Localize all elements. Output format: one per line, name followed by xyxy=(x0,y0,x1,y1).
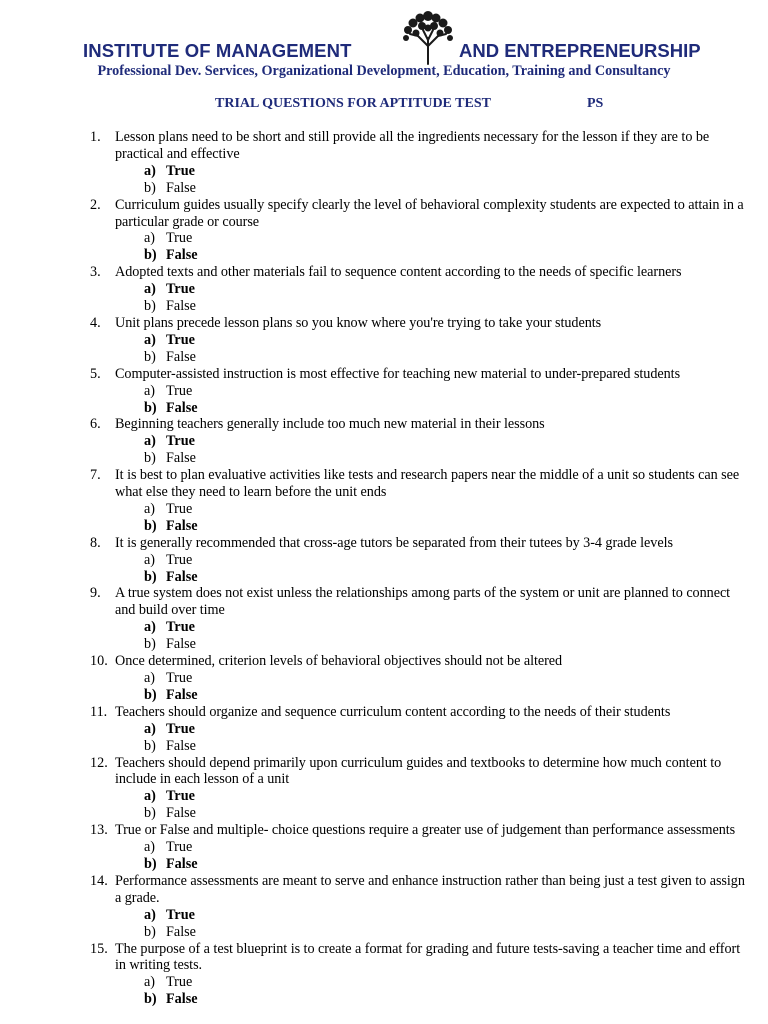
question-text: Once determined, criterion levels of behavioral objectives should not be altered xyxy=(115,653,563,670)
answer-option xyxy=(144,670,768,687)
option-label: a) xyxy=(144,839,156,856)
question-number: 13. xyxy=(90,822,108,839)
option-text: True xyxy=(166,230,193,247)
org-name-right: AND ENTREPRENEURSHIP xyxy=(459,40,701,61)
option-text: True xyxy=(166,670,193,686)
option-label: a) xyxy=(144,162,156,179)
question-number: 6. xyxy=(90,416,101,433)
answer-option-correct xyxy=(144,247,768,264)
option-label: b) xyxy=(144,923,156,940)
option-text: False xyxy=(166,247,198,264)
question-text: The purpose of a test blueprint is to create a format for grading and future tests-saving a teacher time and effort in writing tests. xyxy=(115,940,741,974)
option-text: False xyxy=(166,686,198,703)
option-label: b) xyxy=(144,737,156,754)
question-item xyxy=(0,704,768,755)
title-code: PS xyxy=(587,96,604,111)
letterhead xyxy=(0,8,768,78)
question-item xyxy=(0,264,768,315)
option-text: True xyxy=(166,788,195,805)
answer-option xyxy=(144,501,768,518)
question-item xyxy=(0,535,768,586)
option-label: a) xyxy=(144,670,156,686)
option-text: False xyxy=(166,991,198,1008)
option-text: False xyxy=(166,805,196,822)
question-item xyxy=(0,467,768,535)
option-text: False xyxy=(166,568,198,585)
option-text: True xyxy=(166,433,195,450)
option-text: False xyxy=(166,517,198,534)
tree-logo-icon xyxy=(396,8,460,66)
option-label: b) xyxy=(144,686,157,703)
option-label: a) xyxy=(144,382,156,399)
question-text: It is best to plan evaluative activities like tests and research papers near the middle of a unit so students can see what else they need to learn before the unit ends xyxy=(115,467,740,501)
org-name-left: INSTITUTE OF MANAGEMENT xyxy=(83,40,352,61)
option-text: True xyxy=(166,281,195,298)
option-label: b) xyxy=(144,399,157,416)
question-text: Computer-assisted instruction is most effective for teaching new material to under-prepared students xyxy=(115,365,681,382)
question-item xyxy=(0,755,768,823)
option-text: False xyxy=(166,298,196,315)
question-text: Adopted texts and other materials fail to sequence content according to the needs of specific learners xyxy=(115,264,682,281)
answer-option-correct xyxy=(144,569,768,586)
option-text: True xyxy=(166,382,193,399)
answer-option xyxy=(144,552,768,569)
question-item xyxy=(0,129,768,197)
option-text: True xyxy=(166,619,195,636)
question-number: 8. xyxy=(90,534,101,551)
tagline: Professional Dev. Services, Organizational Development, Education, Training and Consultancy xyxy=(97,63,671,79)
option-text: True xyxy=(166,906,195,923)
option-text: False xyxy=(166,737,196,754)
answer-option xyxy=(144,636,768,653)
answer-option xyxy=(144,738,768,755)
option-text: False xyxy=(166,923,196,940)
question-number: 3. xyxy=(90,264,101,281)
option-label: b) xyxy=(144,568,157,585)
question-text: Unit plans precede lesson plans so you know where you're trying to take your students xyxy=(115,314,602,331)
option-label: b) xyxy=(144,298,156,315)
question-text: Teachers should depend primarily upon curriculum guides and textbooks to determine how much content to include in each lesson of a unit xyxy=(115,754,722,788)
answer-option-correct xyxy=(144,856,768,873)
option-label: a) xyxy=(144,788,156,805)
question-number: 12. xyxy=(90,754,108,771)
answer-option-correct xyxy=(144,281,768,298)
answer-option-correct xyxy=(144,788,768,805)
option-label: b) xyxy=(144,179,156,196)
question-item xyxy=(0,941,768,1009)
option-text: False xyxy=(166,399,198,416)
option-label: a) xyxy=(144,281,156,298)
answer-option xyxy=(144,298,768,315)
answer-option-correct xyxy=(144,518,768,535)
question-number: 2. xyxy=(90,196,101,213)
answer-option-correct xyxy=(144,721,768,738)
question-number: 11. xyxy=(90,703,108,720)
question-item xyxy=(0,585,768,653)
option-label: b) xyxy=(144,991,157,1008)
option-label: b) xyxy=(144,450,156,467)
question-item xyxy=(0,873,768,941)
answer-option xyxy=(144,450,768,467)
answer-option-correct xyxy=(144,687,768,704)
question-number: 10. xyxy=(90,653,108,670)
answer-option xyxy=(144,230,768,247)
answer-option-correct xyxy=(144,163,768,180)
answer-option xyxy=(144,924,768,941)
question-item xyxy=(0,197,768,265)
answer-option-correct xyxy=(144,332,768,349)
answer-option xyxy=(144,180,768,197)
question-item xyxy=(0,822,768,873)
option-label: b) xyxy=(144,805,156,822)
question-text: It is generally recommended that cross-age tutors be separated from their tutees by 3-4 grade levels xyxy=(115,534,673,551)
question-number: 14. xyxy=(90,872,108,889)
option-label: a) xyxy=(144,433,156,450)
option-text: True xyxy=(166,974,193,991)
answer-option xyxy=(144,974,768,991)
question-text: Performance assessments are meant to serve and enhance instruction rather than being just a test given to assign a grade. xyxy=(115,872,745,906)
question-number: 15. xyxy=(90,940,108,957)
question-list xyxy=(0,129,768,1008)
option-text: False xyxy=(166,179,196,196)
question-item xyxy=(0,416,768,467)
option-text: True xyxy=(166,720,195,737)
option-label: b) xyxy=(144,855,157,872)
answer-option xyxy=(144,839,768,856)
question-text: Lesson plans need to be short and still provide all the ingredients necessary for the lesson if they are to be practical and effective xyxy=(115,129,710,162)
option-text: True xyxy=(166,839,193,856)
option-label: a) xyxy=(144,974,156,991)
option-label: b) xyxy=(144,247,157,264)
question-item xyxy=(0,315,768,366)
option-label: a) xyxy=(144,551,156,568)
option-label: a) xyxy=(144,906,156,923)
option-label: b) xyxy=(144,517,157,534)
option-label: b) xyxy=(144,636,156,653)
option-text: False xyxy=(166,636,196,653)
option-text: True xyxy=(166,162,195,179)
answer-option-correct xyxy=(144,619,768,636)
option-label: a) xyxy=(144,720,156,737)
question-item xyxy=(0,366,768,417)
answer-option xyxy=(144,383,768,400)
option-text: False xyxy=(166,348,196,365)
answer-option-correct xyxy=(144,400,768,417)
option-text: True xyxy=(166,331,195,348)
answer-option xyxy=(144,805,768,822)
option-label: a) xyxy=(144,500,156,517)
option-text: False xyxy=(166,855,198,872)
option-label: a) xyxy=(144,331,156,348)
question-text: A true system does not exist unless the relationships among parts of the system or unit are planned to connect and build over time xyxy=(115,585,731,619)
option-text: True xyxy=(166,551,193,568)
option-label: b) xyxy=(144,348,156,365)
page-title: TRIAL QUESTIONS FOR APTITUDE TEST xyxy=(215,96,491,111)
question-text: True or False and multiple- choice questions require a greater use of judgement than performance assessments xyxy=(115,822,736,839)
option-label: a) xyxy=(144,230,156,247)
answer-option xyxy=(144,349,768,366)
answer-option-correct xyxy=(144,433,768,450)
option-text: False xyxy=(166,450,196,467)
question-number: 7. xyxy=(90,467,101,484)
question-number: 4. xyxy=(90,314,101,331)
answer-option-correct xyxy=(144,907,768,924)
option-text: True xyxy=(166,500,193,517)
question-number: 1. xyxy=(90,129,101,145)
question-number: 5. xyxy=(90,365,101,382)
answer-option-correct xyxy=(144,991,768,1008)
question-number: 9. xyxy=(90,585,101,602)
question-item xyxy=(0,653,768,704)
option-label: a) xyxy=(144,619,156,636)
question-text: Teachers should organize and sequence curriculum content according to the needs of their students xyxy=(115,703,671,720)
question-text: Curriculum guides usually specify clearly the level of behavioral complexity students are expected to attain in a particular grade or course xyxy=(115,196,744,230)
question-text: Beginning teachers generally include too much new material in their lessons xyxy=(115,416,545,433)
